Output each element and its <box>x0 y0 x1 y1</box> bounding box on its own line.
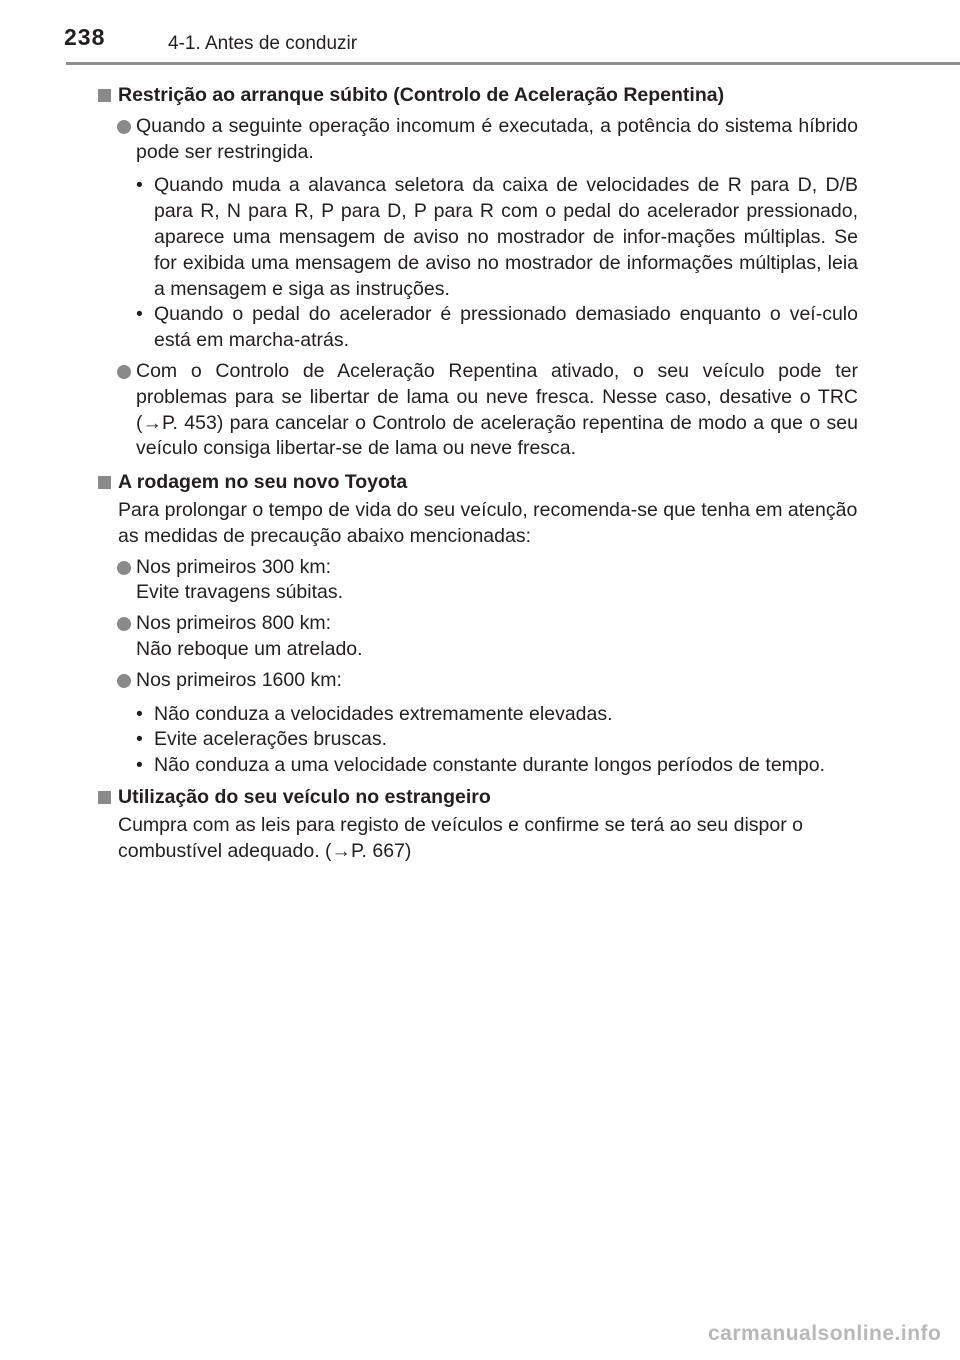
list-item-title: Nos primeiros 300 km: <box>136 555 332 578</box>
list-item <box>98 359 858 462</box>
page-header <box>0 0 960 64</box>
circle-bullet-icon <box>117 674 131 688</box>
section-intro: Cumpra com as leis para registo de veículos e confirme se terá ao seu dispor o combustível adequado. (→P. 667) <box>118 813 803 862</box>
header-rule <box>66 62 960 65</box>
section-intro: Para prolongar o tempo de vida do seu veículo, recomenda-se que tenha em atenção as medidas de precaução abaixo mencionadas: <box>118 498 858 547</box>
list-item-text: Quando a seguinte operação incomum é executada, a potência do sistema híbrido pode ser restringida. <box>136 114 858 163</box>
section-heading <box>98 83 858 109</box>
sub-list-item-text: Quando muda a alavanca seletora da caixa de velocidades de R para D, D/B para R, N para R, P para D, P para R com o pedal do acelerador pressionado, aparece uma mensagem de aviso no mostrador de infor-mações múltiplas. Se for exibida uma mensagem de aviso no mostrador de informações múltiplas, leia a mensagem e siga as instruções. <box>154 174 858 300</box>
bullet-icon: • <box>136 754 143 777</box>
sub-list-item <box>136 173 858 302</box>
list-item-detail: Evite travagens súbitas. <box>136 581 344 604</box>
page-number: 238 <box>64 24 106 50</box>
bullet-icon: • <box>136 702 143 725</box>
list-item-title: Nos primeiros 1600 km: <box>136 668 342 691</box>
sub-list-item-text: Quando o pedal do acelerador é pressionado demasiado enquanto o veí-culo está em marcha-atrás. <box>154 303 858 352</box>
circle-bullet-icon <box>117 617 131 631</box>
sub-list-item-text: Evite acelerações bruscas. <box>154 728 388 751</box>
square-marker-icon <box>98 89 111 102</box>
sub-list-item <box>136 702 858 728</box>
bullet-icon: • <box>136 174 143 197</box>
sub-list-item-text: Não conduza a uma velocidade constante durante longos períodos de tempo. <box>154 754 826 777</box>
circle-bullet-icon <box>117 365 131 379</box>
square-marker-icon <box>98 476 111 489</box>
bullet-icon: • <box>136 728 143 751</box>
section-heading <box>98 470 858 496</box>
page-content <box>98 78 858 864</box>
square-marker-icon <box>98 791 111 804</box>
bullet-icon: • <box>136 303 143 326</box>
list-item-detail: Não reboque um atrelado. <box>136 637 363 660</box>
sub-list-item <box>136 302 858 354</box>
list-item-text: Com o Controlo de Aceleração Repentina ativado, o seu veículo pode ter problemas para se libertar de lama ou neve fresca. Nesse caso, desative o TRC (→P. 453) para cancelar o Controlo de aceleração repentina de modo a que o seu veículo consiga libertar-se de lama ou neve fresca. <box>136 359 858 460</box>
section-heading-text: Restrição ao arranque súbito (Controlo de Aceleração Repentina) <box>118 84 725 106</box>
list-item-title: Nos primeiros 800 km: <box>136 612 332 635</box>
list-item <box>98 611 858 663</box>
watermark: carmanualsonline.info <box>708 1322 942 1345</box>
sub-list <box>98 702 858 779</box>
list-item <box>98 668 858 694</box>
section-heading-text: Utilização do seu veículo no estrangeiro <box>118 785 491 808</box>
sub-list-item <box>136 727 858 753</box>
section-heading <box>98 785 858 811</box>
sub-list-item-text: Não conduza a velocidades extremamente elevadas. <box>154 702 613 725</box>
sub-list-item <box>136 753 858 779</box>
circle-bullet-icon <box>117 561 131 575</box>
circle-bullet-icon <box>117 120 131 134</box>
chapter-title: 4-1. Antes de conduzir <box>168 33 358 54</box>
list-item <box>98 114 858 166</box>
section-heading-text: A rodagem no seu novo Toyota <box>118 471 408 494</box>
list-item <box>98 555 858 607</box>
sub-list <box>98 173 858 354</box>
